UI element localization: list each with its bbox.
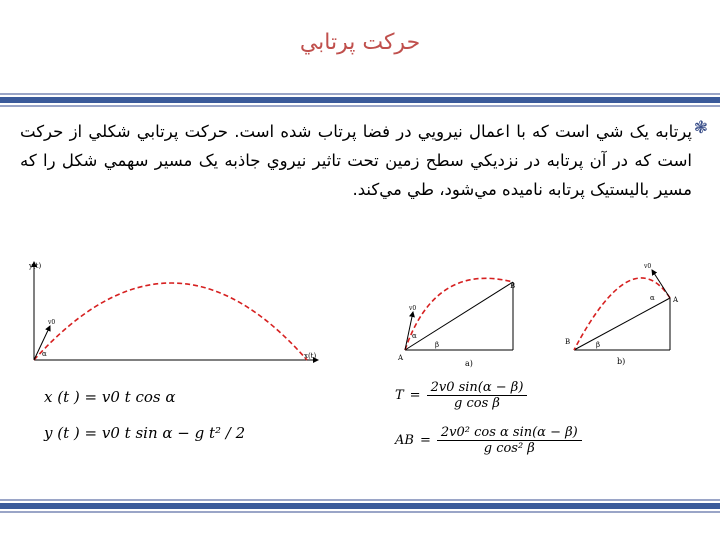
equation-AB-lhs: AB [395, 433, 414, 448]
trajectory-figure-left [22, 258, 322, 370]
point-end-label: A [673, 296, 679, 304]
figure-caption: b) [617, 357, 626, 366]
ornament-bullet-icon: ❃ [693, 118, 708, 138]
equation-T-denominator: g cos β [454, 396, 500, 411]
angle-alpha-label: α [412, 332, 417, 340]
equation-AB-denominator: g cos² β [483, 441, 535, 456]
equation-T-fraction [427, 380, 528, 411]
top-divider-thick [0, 97, 720, 103]
angle-beta-label: β [596, 341, 601, 349]
bottom-divider-thick [0, 503, 720, 509]
equation-y-rhs: v0 t sin α − g t² / 2 [101, 424, 246, 442]
trajectory-curve [34, 283, 307, 360]
equation-AB-numerator: 2v0² cos α sin(α − β) [437, 425, 582, 441]
equation-T-numerator: 2v0 sin(α − β) [427, 380, 528, 396]
y-axis-label: y(t) [29, 262, 42, 270]
top-divider-thin-lower [0, 105, 720, 107]
incline-line [405, 282, 516, 350]
angle-beta-label: β [435, 341, 440, 349]
velocity-label: v0 [409, 305, 417, 312]
trajectory-figure-b [562, 260, 690, 370]
equation-y-lhs: y (t ) [44, 424, 80, 442]
bottom-divider-thin [0, 499, 720, 501]
figure-caption: a) [465, 359, 473, 368]
point-end-label: B [510, 282, 516, 290]
trajectory-curve [574, 278, 670, 350]
bottom-divider-thin-lower [0, 511, 720, 513]
point-start-label: B [565, 338, 571, 346]
equation-x-lhs: x (t ) [44, 388, 80, 406]
equation-AB-fraction [437, 425, 582, 456]
velocity-label: v0 [48, 319, 56, 326]
slide-title: حرکت پرتابي [299, 30, 421, 55]
angle-alpha-label: α [650, 294, 655, 302]
equation-T-lhs: T [395, 388, 404, 403]
equation-x: x (t ) = v0 t cos α [44, 388, 176, 406]
trajectory-figure-a [395, 272, 565, 370]
equation-T: T = $\frac{2v0 \sin(\alpha - \beta)}{\text{g cos β}}$ [395, 380, 527, 411]
angle-label: α [42, 350, 47, 358]
equation-y: y (t ) = v0 t sin α − g t² / 2 [44, 424, 246, 442]
equation-AB: AB = $\frac{\text{2v0² cos α sin(α − β)}}{\text{g cos² β}}$ [395, 425, 582, 456]
incline-line [574, 298, 670, 350]
paragraph-text: پرتابه يک شي است که با اعمال نيرويي در فضا پرتاب شده است. حرکت پرتابي شکلي از حرکت است که در آن پرتابه در نزديکي سطح زمين تحت تاثير نيروي جاذبه يک مسير سهمي شکل را که مسير باليستيک پرتابه ناميده مي‌شود، طي مي‌کند. [20, 122, 692, 199]
x-axis-label: x(t) [304, 352, 317, 360]
point-start-label: A [398, 354, 404, 362]
velocity-label: v0 [644, 263, 652, 270]
equation-x-rhs: v0 t cos α [101, 388, 176, 406]
top-divider-thin [0, 93, 720, 95]
